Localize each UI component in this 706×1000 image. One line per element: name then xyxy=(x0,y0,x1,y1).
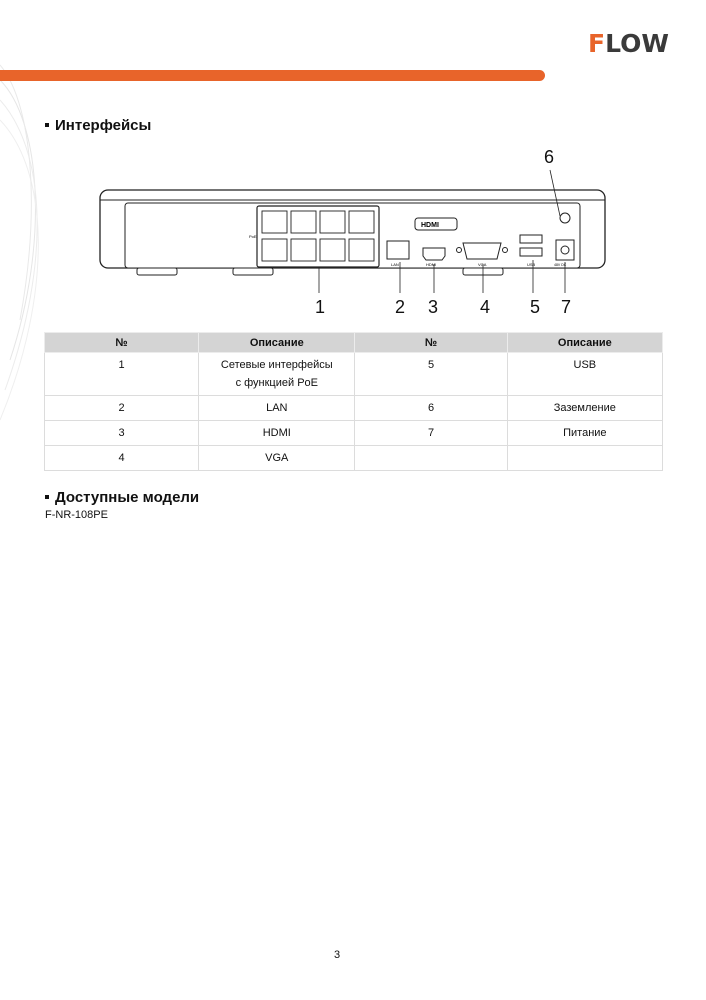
callout-5: 5 xyxy=(530,297,541,317)
cell-number: 3 xyxy=(45,421,199,446)
header-number: № xyxy=(355,333,507,353)
bullet-icon xyxy=(45,495,49,499)
callout-1: 1 xyxy=(315,297,326,317)
table-row xyxy=(45,421,663,446)
cell-description: LAN xyxy=(199,396,355,421)
cell-description: Сетевые интерфейсы с функцией PoE xyxy=(199,353,355,396)
header-accent-bar xyxy=(0,70,545,81)
hdmi-port-label: HDMI xyxy=(426,262,437,267)
cell-number: 5 xyxy=(355,353,507,396)
section-title-models: Доступные модели xyxy=(45,489,199,507)
usb-port-label: USB xyxy=(527,262,536,267)
callout-4: 4 xyxy=(480,297,491,317)
model-name: F-NR-108PE xyxy=(45,509,108,521)
cell-description xyxy=(507,446,662,471)
callout-2: 2 xyxy=(395,297,406,317)
bullet-icon xyxy=(45,123,49,127)
header-description: Описание xyxy=(199,333,355,353)
section-title-interfaces: Интерфейсы xyxy=(45,117,151,135)
cell-description: Заземление xyxy=(507,396,662,421)
callout-3: 3 xyxy=(428,297,439,317)
header-number: № xyxy=(45,333,199,353)
table-header-row xyxy=(45,333,663,353)
cell-number: 1 xyxy=(45,353,199,396)
vga-port-label: VGA xyxy=(478,262,487,267)
page-number: 3 xyxy=(334,949,341,961)
lan-port-label: LAN xyxy=(391,262,399,267)
cell-description: USB xyxy=(507,353,662,396)
hdmi-logo: HDMI xyxy=(421,222,439,229)
callout-6: 6 xyxy=(544,147,555,167)
brand-logo: FLOW xyxy=(588,29,669,58)
header-description: Описание xyxy=(507,333,662,353)
power-port-label: 48V DC xyxy=(554,263,567,267)
cell-description: HDMI xyxy=(199,421,355,446)
cell-number xyxy=(355,446,507,471)
cell-number: 2 xyxy=(45,396,199,421)
poe-port-label: PoE xyxy=(249,234,257,239)
cell-number: 6 xyxy=(355,396,507,421)
cell-number: 7 xyxy=(355,421,507,446)
cell-description: Питание xyxy=(507,421,662,446)
table-row xyxy=(45,446,663,471)
table-row xyxy=(45,353,663,396)
table-row xyxy=(45,396,663,421)
cell-description: VGA xyxy=(199,446,355,471)
cell-number: 4 xyxy=(45,446,199,471)
interfaces-table xyxy=(44,332,663,471)
callout-7: 7 xyxy=(561,297,572,317)
